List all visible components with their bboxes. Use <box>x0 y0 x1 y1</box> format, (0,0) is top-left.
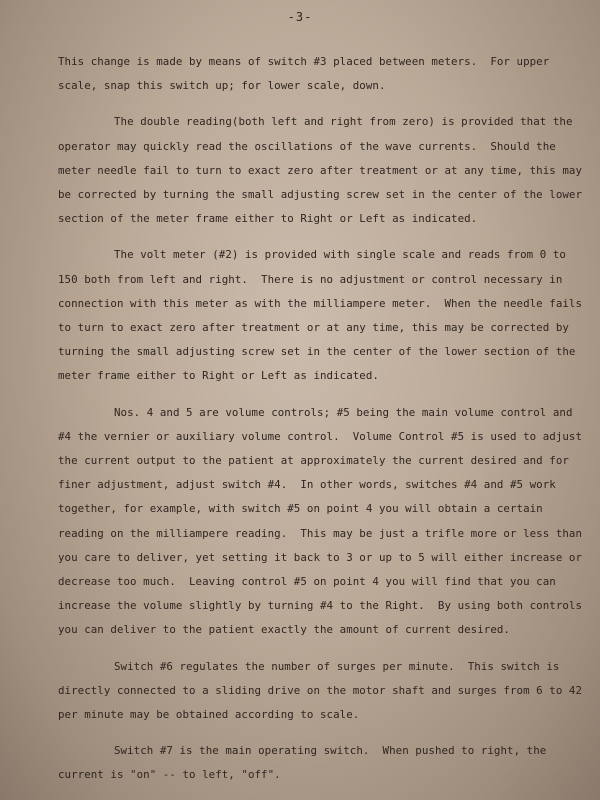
text-line: finer adjustment, adjust switch #4. In other words, switches #4 and #5 work <box>58 478 556 492</box>
text-line: meter frame either to Right or Left as indicated. <box>58 369 379 383</box>
text-line: section of the meter frame either to Right or Left as indicated. <box>58 212 478 226</box>
text-line: Switch #6 regulates the number of surges per minute. This switch is <box>114 659 560 673</box>
text-line: decrease too much. Leaving control #5 on point 4 you will find that you can <box>58 575 556 589</box>
text-line: increase the volume slightly by turning #4 to the Right. By using both controls <box>58 599 583 613</box>
text-line: to turn to exact zero after treatment or at any time, this may be corrected by <box>58 321 569 335</box>
text-line: connection with this meter as with the milliampere meter. When the needle fails <box>58 296 583 310</box>
text-line: scale, snap this switch up; for lower scale, down. <box>58 79 386 93</box>
paragraph <box>58 655 598 728</box>
text-line: #4 the vernier or auxiliary volume control. Volume Control #5 is used to adjust <box>58 429 583 443</box>
paragraph <box>58 50 598 98</box>
paragraph <box>58 110 598 231</box>
page-number: -3- <box>287 10 313 24</box>
text-line: directly connected to a sliding drive on the motor shaft and surges from 6 to 42 <box>58 683 583 697</box>
text-line: together, for example, with switch #5 on point 4 you will obtain a certain <box>58 502 543 516</box>
paragraph <box>58 739 598 787</box>
paragraph <box>58 243 598 388</box>
text-line: reading on the milliampere reading. This may be just a trifle more or less than <box>58 526 583 540</box>
text-line: meter needle fail to turn to exact zero after treatment or at any time, this may <box>58 163 583 177</box>
text-line: turning the small adjusting screw set in the center of the lower section of the <box>58 345 576 359</box>
text-line: Nos. 4 and 5 are volume controls; #5 being the main volume control and <box>114 405 573 419</box>
text-line: The volt meter (#2) is provided with single scale and reads from 0 to <box>114 248 566 262</box>
text-line: the current output to the patient at approximately the current desired and for <box>58 454 569 468</box>
text-line: operator may quickly read the oscillations of the wave currents. Should the <box>58 139 556 153</box>
body-text <box>58 50 598 800</box>
text-line: you care to deliver, yet setting it back to 3 or up to 5 will either increase or <box>58 550 583 564</box>
text-line: The double reading(both left and right from zero) is provided that the <box>114 115 573 129</box>
text-line: Switch #7 is the main operating switch. When pushed to right, the <box>114 744 547 758</box>
text-line: This change is made by means of switch #3 placed between meters. For upper <box>58 55 550 68</box>
text-line: per minute may be obtained according to scale. <box>58 708 360 722</box>
paragraph <box>58 401 598 643</box>
text-line: 150 both from left and right. There is no adjustment or control necessary in <box>58 272 563 286</box>
text-line: current is "on" -- to left, "off". <box>58 768 281 782</box>
text-line: be corrected by turning the small adjusting screw set in the center of the lower <box>58 188 583 202</box>
text-line: you can deliver to the patient exactly the amount of current desired. <box>58 623 510 637</box>
